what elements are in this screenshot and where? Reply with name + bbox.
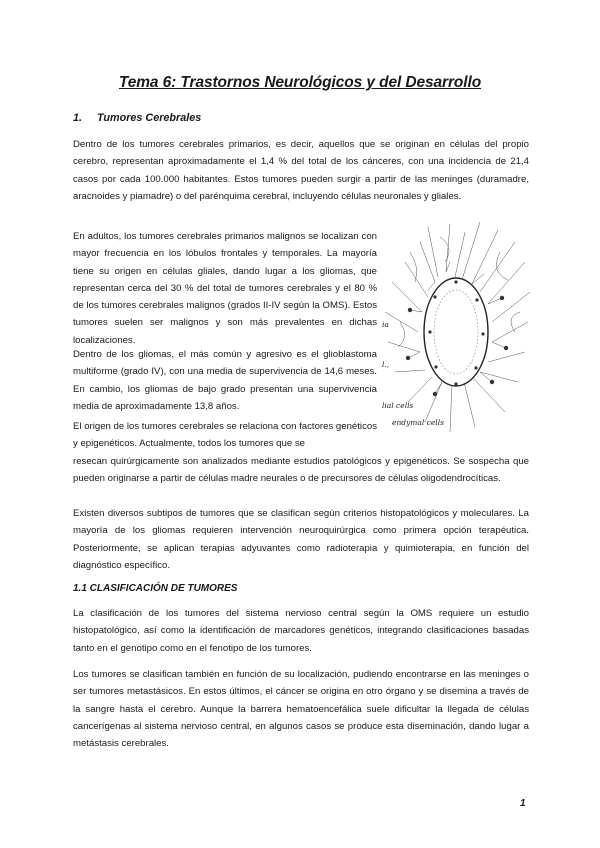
section-title: Tumores Cerebrales (97, 112, 202, 124)
section-heading (73, 112, 201, 124)
neuroglia-illustration (380, 222, 530, 434)
figure-label-l: l., (382, 360, 390, 369)
figure-label-ia: ia (382, 320, 389, 329)
figure-caption-glial: lial cells (382, 401, 414, 410)
paragraph-intro: Dentro de los tumores cerebrales primarios, es decir, aquellos que se originan en células del propio cerebro, representan aproximadamente el 1,4 % del total de los cánceres, con una incidencia de 21,4 casos por cada 100.000 habitantes. Estos tumores pueden surgir a partir de las meninges (duramadre, aracnoides y piamadre) o del parénquima cerebral, incluyendo células neuronales y gliales. (73, 139, 529, 202)
section-number: 1. (73, 112, 83, 124)
page-number: 1 (520, 798, 526, 809)
paragraph-origin-end: resecan quirúrgicamente son analizados mediante estudios patológicos y epigenéticos. Se sospecha que pueden originarse a partir de células madre neurales o de precursores de células oligodendrocíticas. (73, 456, 529, 485)
paragraph-gliomas: Dentro de los gliomas, el más común y agresivo es el glioblastoma multiforme (grado IV), con una media de supervivencia de 14,6 meses. En cambio, los gliomas de bajo grado presentan una supervivencia media de aproximadamente 13,8 años. (73, 349, 377, 412)
page-title: Tema 6: Trastornos Neurológicos y del Desarrollo (118, 74, 482, 91)
figure-caption-ependymal: endymal cells (392, 418, 444, 427)
paragraph-location: Los tumores se clasifican también en función de su localización, pudiendo encontrarse en las meninges o ser tumores metastásicos. En estos últimos, el cáncer se origina en otro órgano y se disemina a través de la sangre hasta el cerebro. Aunque la barrera hematoencefálica suele dificultar la llegada de células cancerígenas al sistema nervioso central, en algunos casos se produce esta diseminación, dando lugar a metástasis cerebrales. (73, 669, 529, 750)
paragraph-origin-start: El origen de los tumores cerebrales se relaciona con factores genéticos y epigenéticos. Actualmente, todos los tumores que se (73, 421, 377, 450)
paragraph-adults: En adultos, los tumores cerebrales primarios malignos se localizan con mayor frecuencia en los lóbulos frontales y temporales. La mayoría tiene su origen en células gliales, dando lugar a los gliomas, que representan cerca del 30 % del total de tumores cerebrales y el 80 % de los tumores cerebrales malignos (grados II-IV según la OMS). Estos tumores suelen ser malignos y son más prevalentes en dichas localizaciones. (73, 231, 377, 346)
paragraph-classification: La clasificación de los tumores del sistema nervioso central según la OMS requiere un estudio histopatológico, así como la identificación de marcadores genéticos, integrando clasificaciones basadas tanto en el genotipo como en el fenotipo de los tumores. (73, 608, 529, 654)
subsection-heading: 1.1 CLASIFICACIÓN DE TUMORES (73, 583, 238, 594)
paragraph-subtypes: Existen diversos subtipos de tumores que se clasifican según criterios histopatológicos y moleculares. La mayoría de los gliomas requieren intervención neuroquirúrgica como primera opción terapéutica. Posteriormente, se aplican terapias adyuvantes como radioterapia y quimioterapia, en función del diagnóstico específico. (73, 508, 529, 571)
neuroglia-drawing (380, 222, 530, 434)
